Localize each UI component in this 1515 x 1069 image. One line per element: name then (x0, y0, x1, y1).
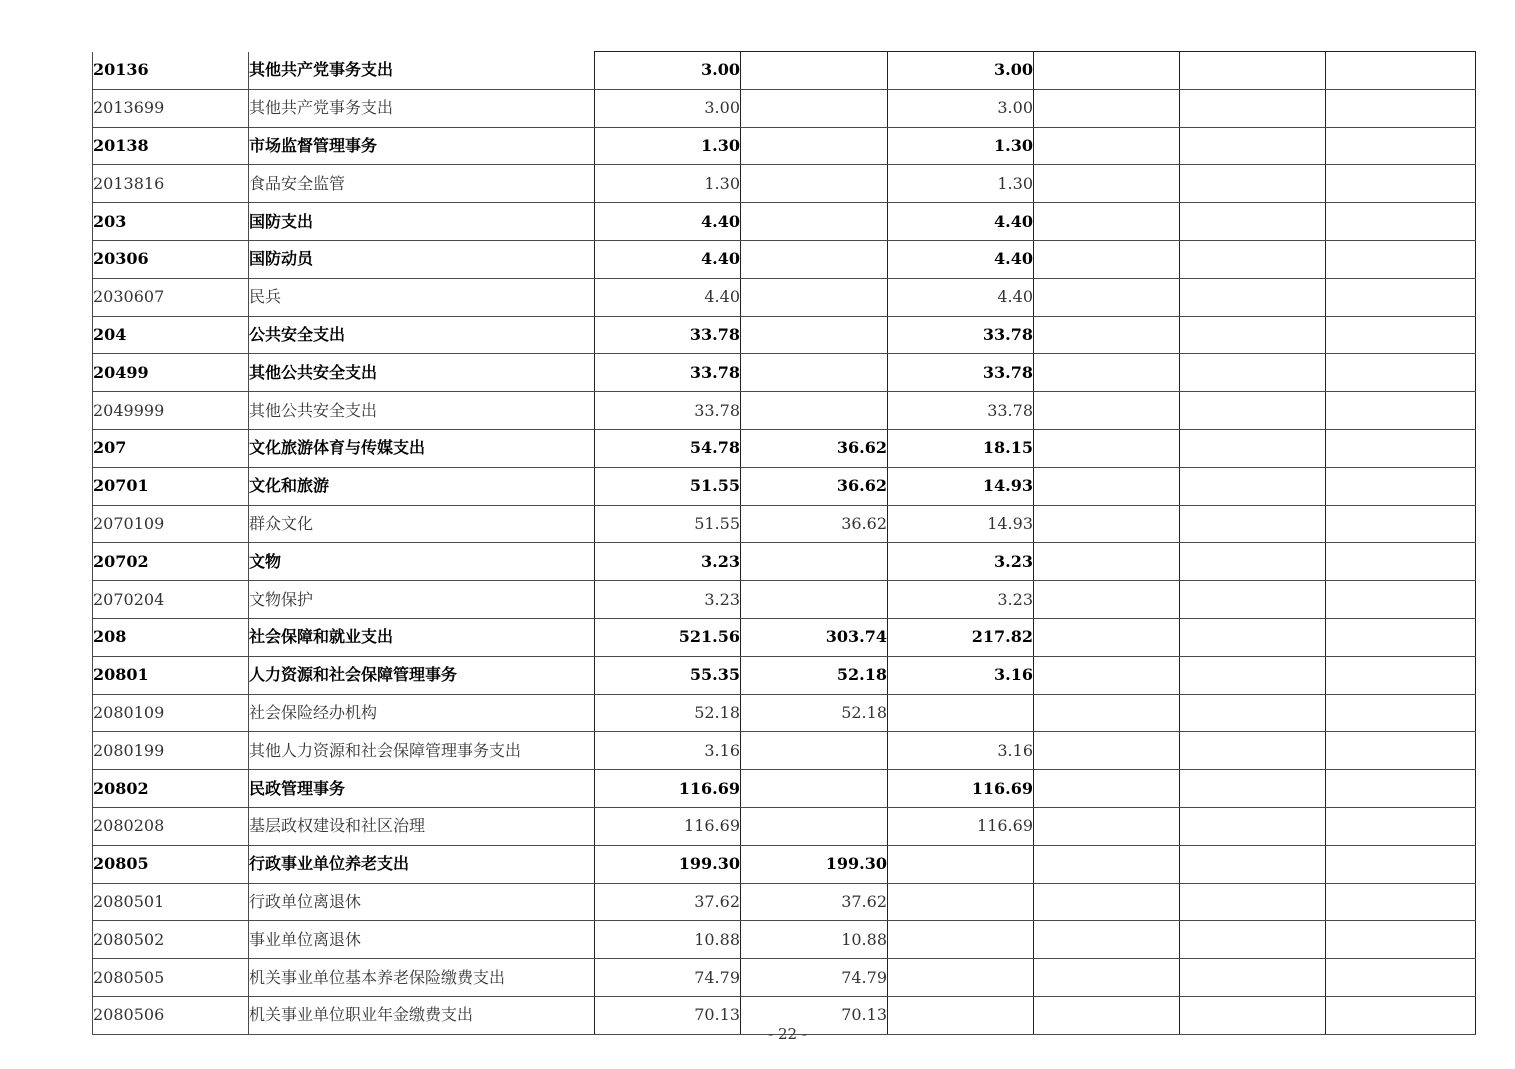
empty-cell (1180, 505, 1326, 543)
total-cell: 37.62 (595, 883, 741, 921)
empty-cell (1326, 505, 1476, 543)
basic-cell (741, 127, 888, 165)
empty-cell (1180, 807, 1326, 845)
name-cell: 社会保险经办机构 (249, 694, 595, 732)
basic-cell (741, 89, 888, 127)
name-cell: 市场监督管理事务 (249, 127, 595, 165)
total-cell: 3.23 (595, 543, 741, 581)
name-cell: 事业单位离退休 (249, 921, 595, 959)
empty-cell (1326, 278, 1476, 316)
total-cell: 116.69 (595, 807, 741, 845)
empty-cell (1180, 392, 1326, 430)
name-cell: 其他公共安全支出 (249, 392, 595, 430)
code-cell: 20306 (93, 240, 249, 278)
code-cell: 207 (93, 429, 249, 467)
total-cell: 4.40 (595, 203, 741, 241)
empty-cell (1326, 354, 1476, 392)
table-row (93, 618, 1476, 656)
name-cell: 文化旅游体育与传媒支出 (249, 429, 595, 467)
name-cell: 行政事业单位养老支出 (249, 845, 595, 883)
table-row (93, 52, 1476, 90)
empty-cell (1326, 581, 1476, 619)
empty-cell (1034, 581, 1180, 619)
empty-cell (1326, 240, 1476, 278)
table-body (93, 52, 1476, 1035)
code-cell: 2080506 (93, 996, 249, 1034)
table-row (93, 581, 1476, 619)
total-cell: 55.35 (595, 656, 741, 694)
total-cell: 54.78 (595, 429, 741, 467)
table-row (93, 770, 1476, 808)
total-cell: 3.00 (595, 89, 741, 127)
empty-cell (1326, 52, 1476, 90)
name-cell: 社会保障和就业支出 (249, 618, 595, 656)
project-cell: 4.40 (888, 203, 1034, 241)
project-cell: 1.30 (888, 165, 1034, 203)
empty-cell (1034, 921, 1180, 959)
total-cell: 3.23 (595, 581, 741, 619)
empty-cell (1180, 883, 1326, 921)
basic-cell: 37.62 (741, 883, 888, 921)
basic-cell (741, 316, 888, 354)
total-cell: 3.00 (595, 52, 741, 90)
empty-cell (1034, 203, 1180, 241)
name-cell: 民政管理事务 (249, 770, 595, 808)
code-cell: 2013816 (93, 165, 249, 203)
empty-cell (1034, 89, 1180, 127)
empty-cell (1326, 316, 1476, 354)
table-row (93, 203, 1476, 241)
table-row (93, 89, 1476, 127)
empty-cell (1034, 392, 1180, 430)
basic-cell: 74.79 (741, 959, 888, 997)
empty-cell (1034, 618, 1180, 656)
name-cell: 其他人力资源和社会保障管理事务支出 (249, 732, 595, 770)
table-row (93, 392, 1476, 430)
empty-cell (1180, 467, 1326, 505)
table-row (93, 921, 1476, 959)
total-cell: 74.79 (595, 959, 741, 997)
table-row (93, 959, 1476, 997)
total-cell: 10.88 (595, 921, 741, 959)
table-row (93, 543, 1476, 581)
code-cell: 2080109 (93, 694, 249, 732)
basic-cell (741, 354, 888, 392)
table-row (93, 467, 1476, 505)
total-cell: 51.55 (595, 505, 741, 543)
empty-cell (1034, 354, 1180, 392)
empty-cell (1180, 52, 1326, 90)
basic-cell (741, 770, 888, 808)
table-row (93, 694, 1476, 732)
empty-cell (1180, 429, 1326, 467)
code-cell: 2080501 (93, 883, 249, 921)
basic-cell: 36.62 (741, 467, 888, 505)
empty-cell (1034, 127, 1180, 165)
empty-cell (1034, 656, 1180, 694)
basic-cell (741, 165, 888, 203)
code-cell: 20701 (93, 467, 249, 505)
total-cell: 3.16 (595, 732, 741, 770)
total-cell: 4.40 (595, 278, 741, 316)
name-cell: 民兵 (249, 278, 595, 316)
project-cell (888, 921, 1034, 959)
empty-cell (1034, 845, 1180, 883)
empty-cell (1326, 392, 1476, 430)
empty-cell (1326, 921, 1476, 959)
budget-sheet (92, 51, 1475, 1035)
code-cell: 2080199 (93, 732, 249, 770)
table-row (93, 656, 1476, 694)
code-cell: 20702 (93, 543, 249, 581)
empty-cell (1326, 127, 1476, 165)
empty-cell (1180, 203, 1326, 241)
table-row (93, 165, 1476, 203)
code-cell: 20499 (93, 354, 249, 392)
empty-cell (1034, 883, 1180, 921)
name-cell: 人力资源和社会保障管理事务 (249, 656, 595, 694)
total-cell: 51.55 (595, 467, 741, 505)
basic-cell: 36.62 (741, 505, 888, 543)
empty-cell (1326, 732, 1476, 770)
table-row (93, 505, 1476, 543)
project-cell: 33.78 (888, 316, 1034, 354)
table-row (93, 316, 1476, 354)
total-cell: 1.30 (595, 165, 741, 203)
empty-cell (1034, 807, 1180, 845)
project-cell: 33.78 (888, 354, 1034, 392)
empty-cell (1326, 429, 1476, 467)
total-cell: 70.13 (595, 996, 741, 1034)
project-cell: 33.78 (888, 392, 1034, 430)
empty-cell (1180, 127, 1326, 165)
empty-cell (1326, 203, 1476, 241)
code-cell: 2030607 (93, 278, 249, 316)
total-cell: 521.56 (595, 618, 741, 656)
project-cell (888, 694, 1034, 732)
project-cell: 3.00 (888, 52, 1034, 90)
empty-cell (1034, 52, 1180, 90)
code-cell: 2070109 (93, 505, 249, 543)
total-cell: 199.30 (595, 845, 741, 883)
project-cell: 3.00 (888, 89, 1034, 127)
empty-cell (1034, 316, 1180, 354)
name-cell: 行政单位离退休 (249, 883, 595, 921)
empty-cell (1034, 165, 1180, 203)
name-cell: 基层政权建设和社区治理 (249, 807, 595, 845)
name-cell: 公共安全支出 (249, 316, 595, 354)
empty-cell (1034, 543, 1180, 581)
code-cell: 2070204 (93, 581, 249, 619)
table-row (93, 278, 1476, 316)
empty-cell (1180, 89, 1326, 127)
empty-cell (1180, 581, 1326, 619)
project-cell: 217.82 (888, 618, 1034, 656)
empty-cell (1326, 694, 1476, 732)
code-cell: 208 (93, 618, 249, 656)
expenditure-table (92, 51, 1476, 1035)
code-cell: 2013699 (93, 89, 249, 127)
code-cell: 2080505 (93, 959, 249, 997)
empty-cell (1180, 845, 1326, 883)
empty-cell (1034, 278, 1180, 316)
basic-cell (741, 203, 888, 241)
project-cell: 116.69 (888, 770, 1034, 808)
code-cell: 204 (93, 316, 249, 354)
project-cell: 14.93 (888, 505, 1034, 543)
project-cell: 3.23 (888, 543, 1034, 581)
empty-cell (1326, 770, 1476, 808)
table-row (93, 127, 1476, 165)
basic-cell (741, 581, 888, 619)
empty-cell (1180, 921, 1326, 959)
project-cell: 4.40 (888, 278, 1034, 316)
code-cell: 2080502 (93, 921, 249, 959)
empty-cell (1180, 240, 1326, 278)
empty-cell (1326, 807, 1476, 845)
project-cell (888, 959, 1034, 997)
empty-cell (1326, 618, 1476, 656)
empty-cell (1180, 694, 1326, 732)
empty-cell (1034, 505, 1180, 543)
table-row (93, 732, 1476, 770)
empty-cell (1326, 467, 1476, 505)
code-cell: 20801 (93, 656, 249, 694)
name-cell: 国防支出 (249, 203, 595, 241)
empty-cell (1180, 543, 1326, 581)
name-cell: 文化和旅游 (249, 467, 595, 505)
project-cell: 1.30 (888, 127, 1034, 165)
project-cell: 3.16 (888, 656, 1034, 694)
code-cell: 20138 (93, 127, 249, 165)
basic-cell: 10.88 (741, 921, 888, 959)
basic-cell (741, 543, 888, 581)
name-cell: 文物保护 (249, 581, 595, 619)
table-row (93, 883, 1476, 921)
empty-cell (1180, 959, 1326, 997)
code-cell: 20136 (93, 52, 249, 90)
project-cell: 116.69 (888, 807, 1034, 845)
table-row (93, 354, 1476, 392)
basic-cell (741, 240, 888, 278)
empty-cell (1180, 770, 1326, 808)
empty-cell (1180, 732, 1326, 770)
name-cell: 其他共产党事务支出 (249, 52, 595, 90)
project-cell (888, 883, 1034, 921)
name-cell: 食品安全监管 (249, 165, 595, 203)
basic-cell (741, 278, 888, 316)
code-cell: 20802 (93, 770, 249, 808)
basic-cell: 70.13 (741, 996, 888, 1034)
total-cell: 33.78 (595, 354, 741, 392)
table-row (93, 845, 1476, 883)
empty-cell (1034, 240, 1180, 278)
name-cell: 文物 (249, 543, 595, 581)
empty-cell (1034, 732, 1180, 770)
code-cell: 203 (93, 203, 249, 241)
empty-cell (1034, 959, 1180, 997)
empty-cell (1326, 845, 1476, 883)
project-cell: 18.15 (888, 429, 1034, 467)
empty-cell (1180, 165, 1326, 203)
name-cell: 其他共产党事务支出 (249, 89, 595, 127)
basic-cell: 199.30 (741, 845, 888, 883)
empty-cell (1034, 694, 1180, 732)
code-cell: 20805 (93, 845, 249, 883)
empty-cell (1180, 278, 1326, 316)
table-row (93, 429, 1476, 467)
empty-cell (1326, 543, 1476, 581)
empty-cell (1034, 467, 1180, 505)
empty-cell (1180, 354, 1326, 392)
project-cell: 14.93 (888, 467, 1034, 505)
empty-cell (1180, 316, 1326, 354)
empty-cell (1326, 656, 1476, 694)
basic-cell (741, 392, 888, 430)
empty-cell (1034, 429, 1180, 467)
name-cell: 其他公共安全支出 (249, 354, 595, 392)
total-cell: 1.30 (595, 127, 741, 165)
empty-cell (1326, 89, 1476, 127)
project-cell: 4.40 (888, 240, 1034, 278)
empty-cell (1180, 618, 1326, 656)
total-cell: 33.78 (595, 392, 741, 430)
basic-cell: 52.18 (741, 694, 888, 732)
empty-cell (1180, 656, 1326, 694)
empty-cell (1034, 770, 1180, 808)
basic-cell: 36.62 (741, 429, 888, 467)
page-number: - 22 - (768, 1025, 807, 1043)
project-cell: 3.16 (888, 732, 1034, 770)
code-cell: 2080208 (93, 807, 249, 845)
empty-cell (1326, 883, 1476, 921)
empty-cell (1326, 165, 1476, 203)
empty-cell (1326, 959, 1476, 997)
basic-cell: 303.74 (741, 618, 888, 656)
name-cell: 机关事业单位职业年金缴费支出 (249, 996, 595, 1034)
project-cell: 3.23 (888, 581, 1034, 619)
table-row (93, 807, 1476, 845)
name-cell: 机关事业单位基本养老保险缴费支出 (249, 959, 595, 997)
basic-cell (741, 52, 888, 90)
total-cell: 33.78 (595, 316, 741, 354)
basic-cell: 52.18 (741, 656, 888, 694)
basic-cell (741, 732, 888, 770)
basic-cell (741, 807, 888, 845)
name-cell: 群众文化 (249, 505, 595, 543)
name-cell: 国防动员 (249, 240, 595, 278)
total-cell: 116.69 (595, 770, 741, 808)
table-row (93, 240, 1476, 278)
total-cell: 52.18 (595, 694, 741, 732)
project-cell (888, 845, 1034, 883)
total-cell: 4.40 (595, 240, 741, 278)
code-cell: 2049999 (93, 392, 249, 430)
